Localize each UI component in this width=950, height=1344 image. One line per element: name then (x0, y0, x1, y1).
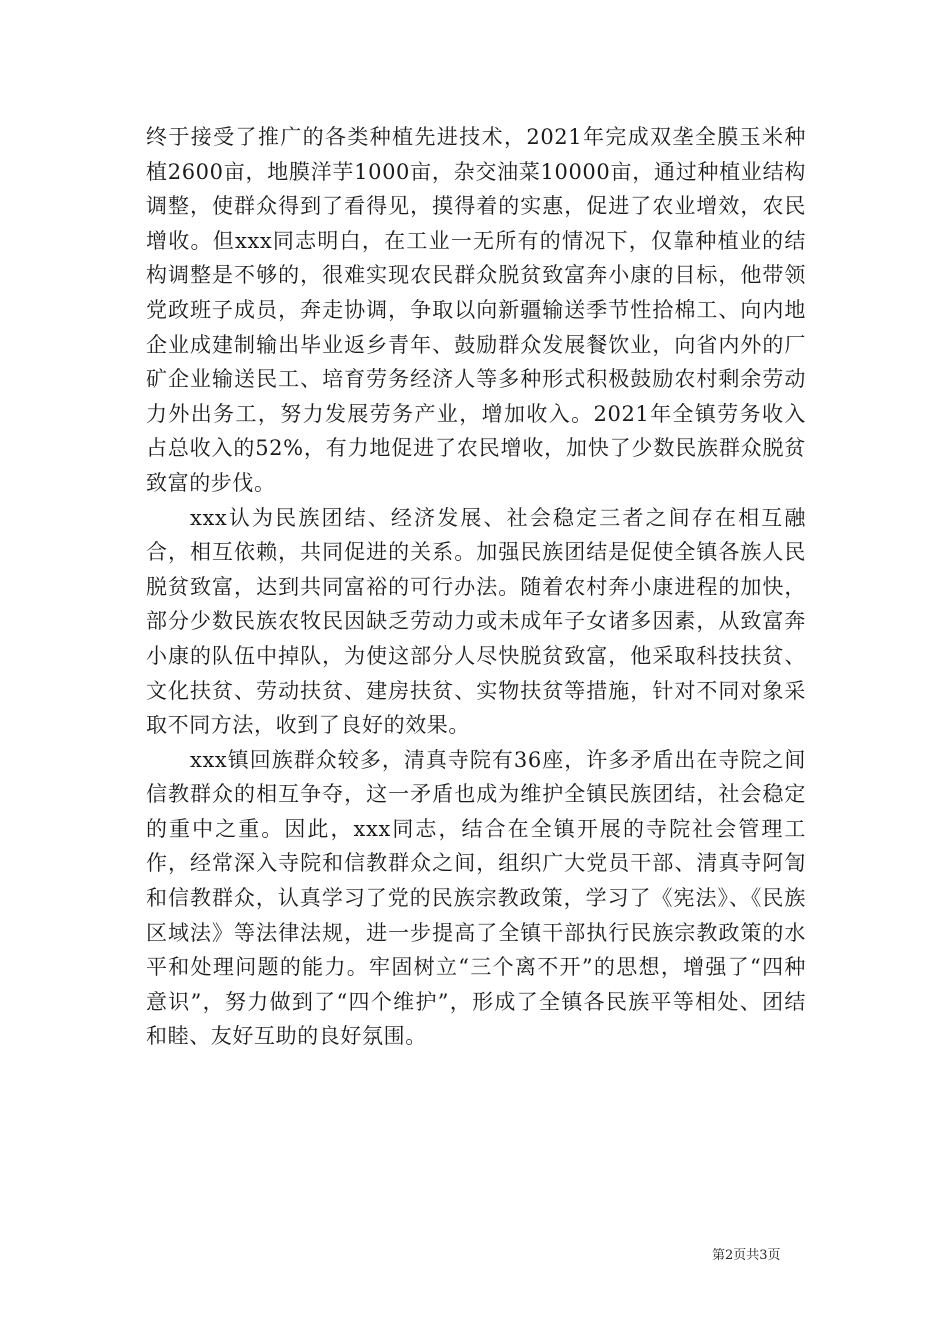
paragraph-ethnic-unity: xxx认为民族团结、经济发展、社会稳定三者之间存在相互融合，相互依赖，共同促进的关系。加强民族团结是促使全镇各族人民脱贫致富，达到共同富裕的可行办法。随着农村奔小康进程的加快，部分少数民族农牧民因缺乏劳动力或未成年子女诸多因素，从致富奔小康的队伍中掉队，为使这部分人尽快脱贫致富，他采取科技扶贫、文化扶贫、劳动扶贫、建房扶贫、实物扶贫等措施，针对不同对象采取不同方法，收到了良好的效果。 (146, 505, 806, 738)
page-number-footer: 第2页共3页 (712, 1248, 781, 1263)
paragraph-religious-management: xxx镇回族群众较多，清真寺院有36座，许多矛盾出在寺院之间信教群众的相互争夺，这一矛盾也成为维护全镇民族团结，社会稳定的重中之重。因此，xxx同志，结合在全镇开展的寺院社会管理工作，经常深入寺院和信教群众之间，组织广大党员干部、清真寺阿訇和信教群众，认真学习了党的民族宗教政策，学习了《宪法》、《民族区域法》等法律法规，进一步提高了全镇干部执行民族宗教政策的水平和处理问题的能力。牢固树立“三个离不开”的思想，增强了“四种意识”，努力做到了“四个维护”，形成了全镇各民族平等相处、团结和睦、友好互助的良好氛围。 (146, 747, 806, 1049)
paragraph-labor-income: 终于接受了推广的各类种植先进技术，2021年完成双垄全膜玉米种植2600亩，地膜洋芋1000亩，杂交油菜10000亩，通过种植业结构调整，使群众得到了看得见，摸得着的实惠，促进了农业增效，农民增收。但xxx同志明白，在工业一无所有的情况下，仅靠种植业的结构调整是不够的，很难实现农民群众脱贫致富奔小康的目标，他带领党政班子成员，奔走协调，争取以向新疆输送季节性拾棉工、向内地企业成建制输出毕业返乡青年、鼓励群众发展餐饮业，向省内外的厂矿企业输送民工、培育劳务经济人等多种形式积极鼓励农村剩余劳动力外出务工，努力发展劳务产业，增加收入。2021年全镇劳务收入占总收入的52%，有力地促进了农民增收，加快了少数民族群众脱贫致富的步伐。 (146, 125, 806, 495)
document-body (146, 120, 806, 1054)
